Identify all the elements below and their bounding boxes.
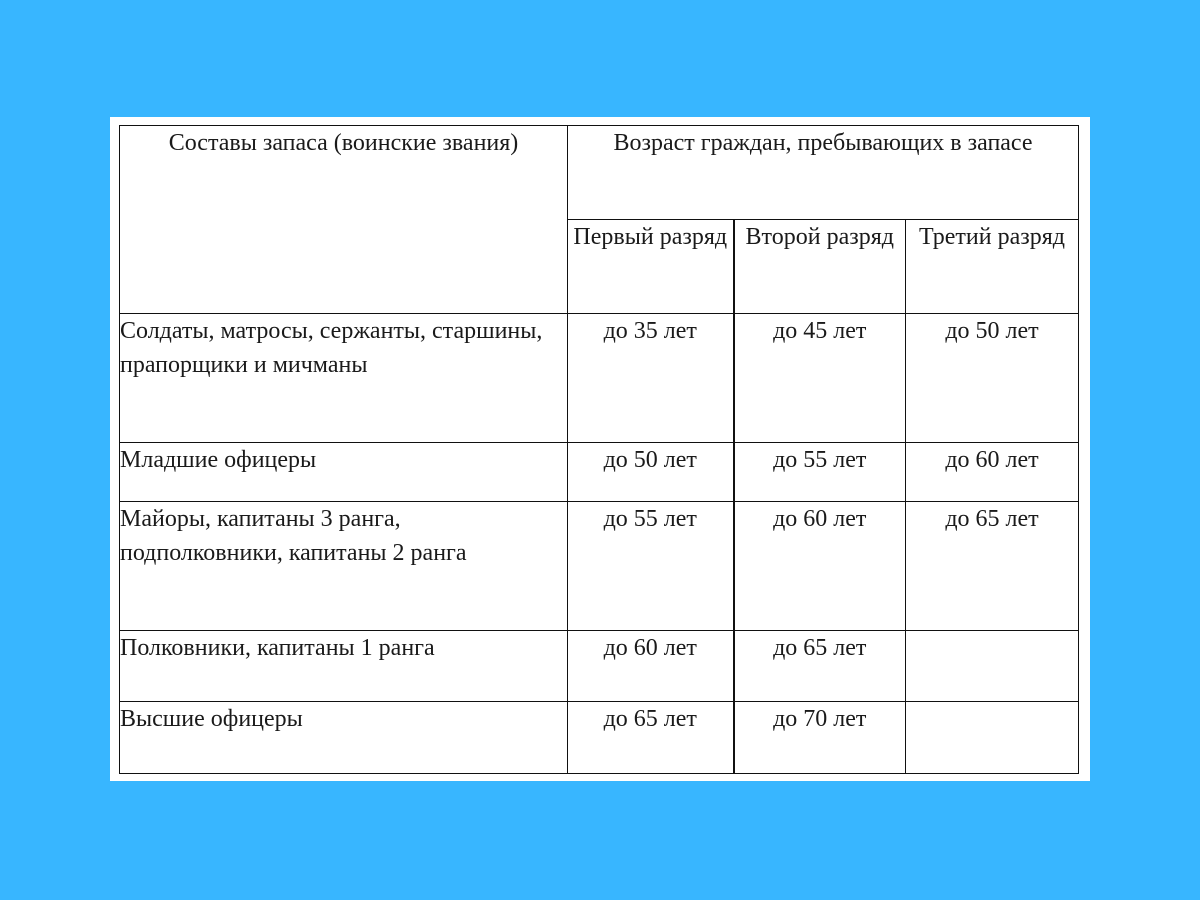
age-cell-second: до 60 лет <box>734 502 906 631</box>
age-cell-third-empty <box>906 631 1079 702</box>
table-row <box>120 502 1079 631</box>
age-cell-second: до 55 лет <box>734 443 906 502</box>
category-header-third: Третий разряд <box>906 220 1079 314</box>
age-cell-second: до 65 лет <box>734 631 906 702</box>
age-cell-first: до 55 лет <box>568 502 734 631</box>
category-header-second: Второй разряд <box>734 220 906 314</box>
age-cell-first: до 65 лет <box>568 702 734 774</box>
table-row <box>120 314 1079 443</box>
age-cell-third: до 60 лет <box>906 443 1079 502</box>
rank-cell: Полковники, капитаны 1 ранга <box>120 631 568 702</box>
age-cell-third: до 65 лет <box>906 502 1079 631</box>
rank-cell: Майоры, капитаны 3 ранга, подполковники, капитаны 2 ранга <box>120 502 568 631</box>
header-row-top <box>120 126 1079 220</box>
age-cell-second: до 70 лет <box>734 702 906 774</box>
rank-column-header: Составы запаса (воинские звания) <box>120 126 568 314</box>
age-group-header: Возраст граждан, пребывающих в запасе <box>568 126 1079 220</box>
rank-cell: Солдаты, матросы, сержанты, старшины, прапорщики и мичманы <box>120 314 568 443</box>
table-row <box>120 702 1079 774</box>
age-cell-second: до 45 лет <box>734 314 906 443</box>
age-cell-third: до 50 лет <box>906 314 1079 443</box>
table-row <box>120 443 1079 502</box>
reserve-age-table <box>119 125 1079 774</box>
rank-cell: Высшие офицеры <box>120 702 568 774</box>
age-cell-third-empty <box>906 702 1079 774</box>
category-header-first: Первый разряд <box>568 220 734 314</box>
rank-cell: Младшие офицеры <box>120 443 568 502</box>
table-row <box>120 631 1079 702</box>
age-cell-first: до 50 лет <box>568 443 734 502</box>
age-cell-first: до 35 лет <box>568 314 734 443</box>
table-card <box>110 117 1090 781</box>
age-cell-first: до 60 лет <box>568 631 734 702</box>
